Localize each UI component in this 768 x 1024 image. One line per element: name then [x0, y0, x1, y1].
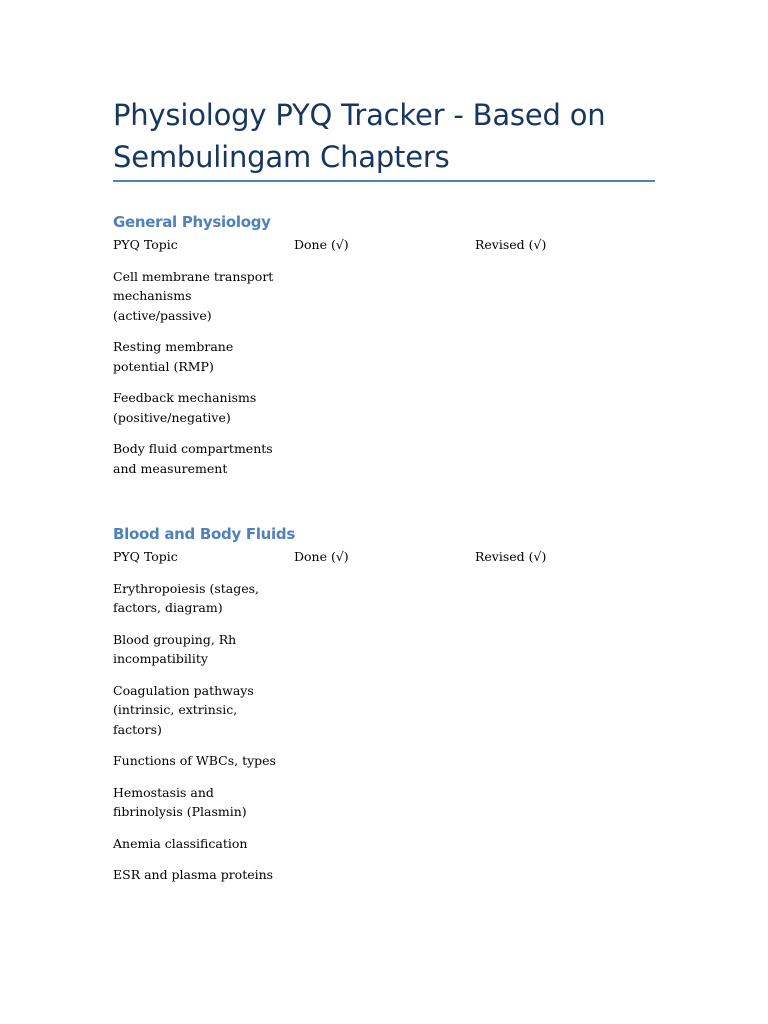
topic-cell	[113, 681, 294, 752]
revised-cell[interactable]	[475, 751, 655, 783]
table-row	[113, 439, 655, 490]
section-blood-and-body-fluids	[113, 524, 655, 897]
revised-cell[interactable]	[475, 865, 655, 897]
done-cell[interactable]	[294, 834, 475, 866]
revised-cell[interactable]	[475, 630, 655, 681]
topic-cell	[113, 337, 294, 388]
topic-text: Erythropoiesis (stages, factors, diagram)	[113, 580, 260, 615]
topic-cell	[113, 783, 294, 834]
topic-cell	[113, 579, 294, 630]
done-cell[interactable]	[294, 439, 475, 490]
table-header-row	[113, 235, 655, 267]
table-header-row	[113, 547, 655, 579]
table-row	[113, 337, 655, 388]
topic-text: Coagulation pathways (intrinsic, extrinsic, factors)	[113, 682, 254, 737]
table-row	[113, 630, 655, 681]
topic-cell	[113, 865, 294, 897]
table-row	[113, 267, 655, 338]
column-header-topic: PYQ Topic	[113, 549, 178, 564]
revised-cell[interactable]	[475, 579, 655, 630]
column-header-topic: PYQ Topic	[113, 237, 178, 252]
column-header-done: Done (√)	[294, 549, 349, 564]
done-cell[interactable]	[294, 783, 475, 834]
revised-cell[interactable]	[475, 783, 655, 834]
topic-text: Hemostasis and fibrinolysis (Plasmin)	[113, 784, 247, 819]
table-row	[113, 751, 655, 783]
topic-text: Blood grouping, Rh incompatibility	[113, 631, 237, 666]
revised-cell[interactable]	[475, 388, 655, 439]
revised-cell[interactable]	[475, 439, 655, 490]
topic-text: Cell membrane transport mechanisms (active/passive)	[113, 268, 274, 323]
revised-cell[interactable]	[475, 681, 655, 752]
tracker-table	[113, 235, 655, 490]
topic-cell	[113, 267, 294, 338]
table-row	[113, 681, 655, 752]
column-header-revised: Revised (√)	[475, 549, 547, 564]
table-row	[113, 865, 655, 897]
revised-cell[interactable]	[475, 834, 655, 866]
done-cell[interactable]	[294, 630, 475, 681]
section-general-physiology	[113, 212, 655, 490]
topic-text: ESR and plasma proteins	[113, 867, 274, 882]
topic-cell	[113, 439, 294, 490]
done-cell[interactable]	[294, 579, 475, 630]
table-row	[113, 579, 655, 630]
topic-text: Anemia classification	[113, 835, 248, 851]
done-cell[interactable]	[294, 267, 475, 338]
table-row	[113, 834, 655, 866]
done-cell[interactable]	[294, 388, 475, 439]
revised-cell[interactable]	[475, 267, 655, 338]
column-header-done: Done (√)	[294, 237, 349, 252]
done-cell[interactable]	[294, 751, 475, 783]
table-row	[113, 783, 655, 834]
topic-cell	[113, 751, 294, 783]
done-cell[interactable]	[294, 681, 475, 752]
topic-cell	[113, 630, 294, 681]
topic-text: Resting membrane potential (RMP)	[113, 339, 234, 374]
topic-cell	[113, 834, 294, 866]
document-title: Physiology PYQ Tracker - Based on Sembulingam Chapters	[113, 98, 606, 174]
revised-cell[interactable]	[475, 337, 655, 388]
title-underline	[113, 180, 655, 182]
column-header-revised: Revised (√)	[475, 237, 547, 252]
section-heading: General Physiology	[113, 213, 271, 231]
topic-text: Functions of WBCs, types	[113, 753, 276, 768]
topic-text: Feedback mechanisms (positive/negative)	[113, 390, 257, 425]
done-cell[interactable]	[294, 865, 475, 897]
topic-cell	[113, 388, 294, 439]
section-heading: Blood and Body Fluids	[113, 525, 295, 543]
done-cell[interactable]	[294, 337, 475, 388]
topic-text: Body fluid compartments and measurement	[113, 441, 273, 476]
tracker-table	[113, 547, 655, 897]
table-row	[113, 388, 655, 439]
